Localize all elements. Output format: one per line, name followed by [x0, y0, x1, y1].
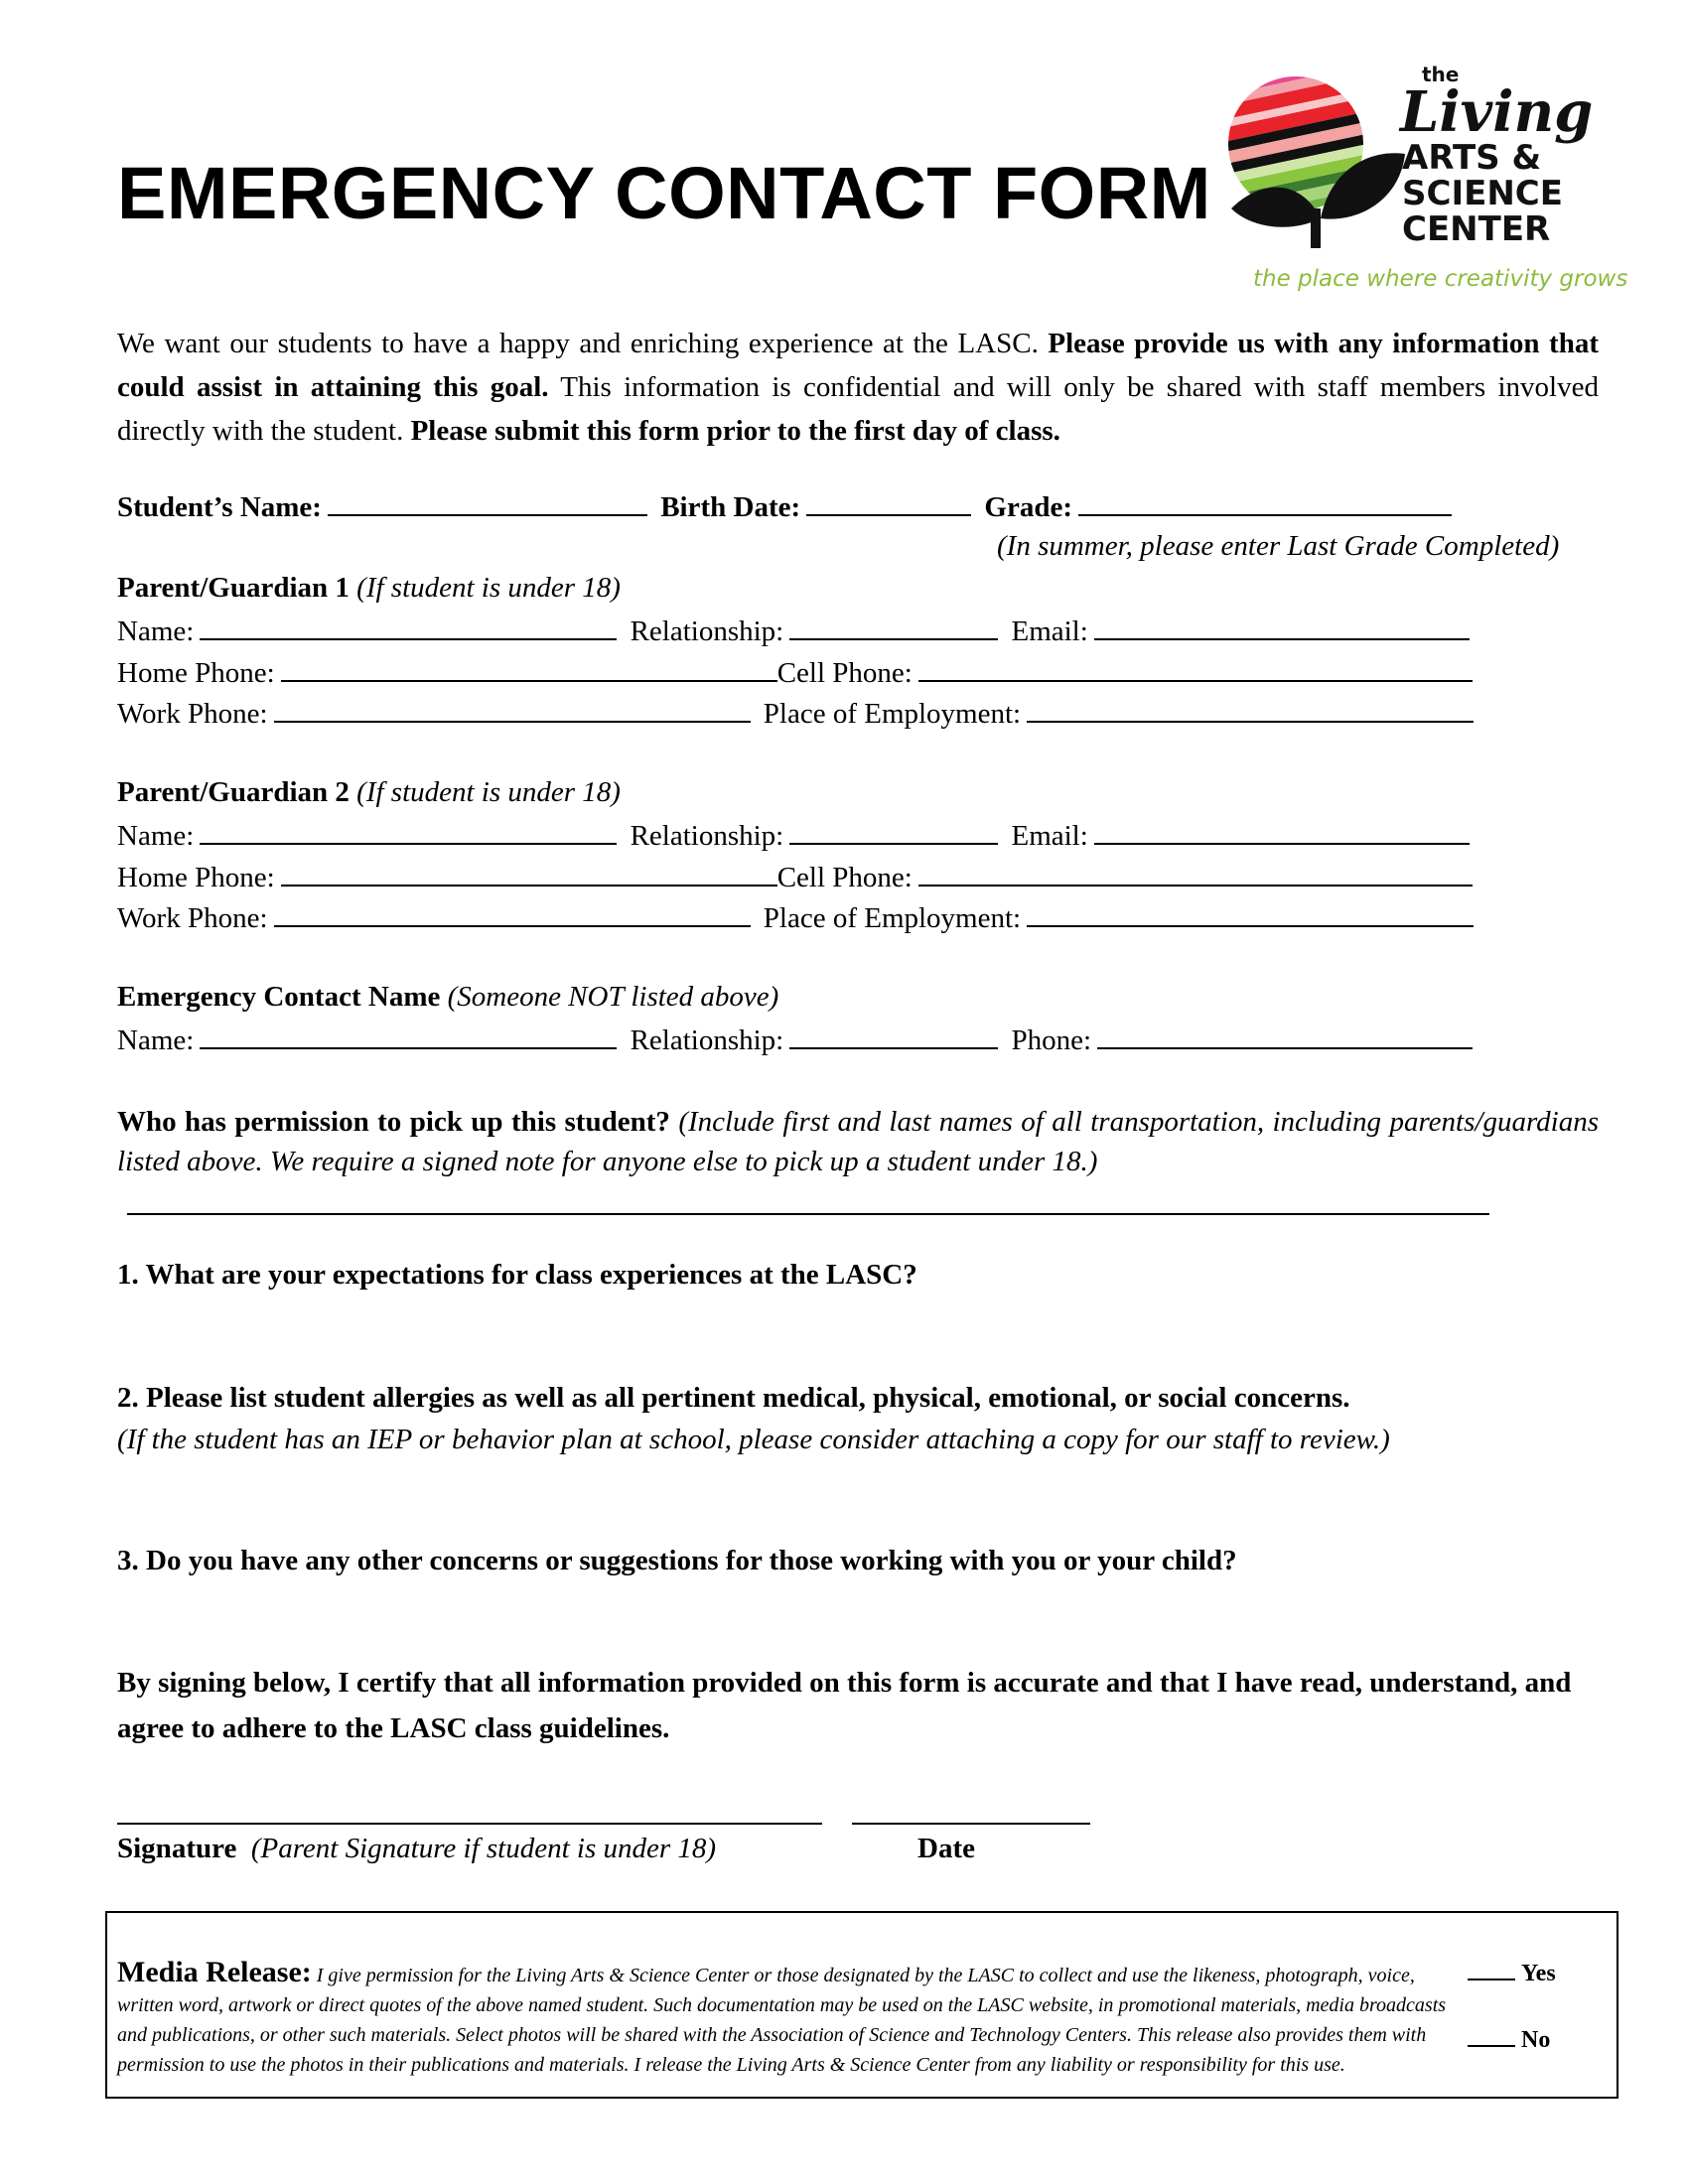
work-phone-label: Work Phone:	[117, 698, 268, 730]
emergency-title: Emergency Contact Name	[117, 981, 441, 1013]
pickup-title: Who has permission to pick up this student?	[117, 1106, 670, 1138]
birth-date-field[interactable]	[806, 488, 971, 516]
name-label: Name:	[117, 615, 195, 647]
guardian2-home-phone-field[interactable]	[281, 859, 777, 887]
page-title: EMERGENCY CONTACT FORM	[117, 152, 1211, 234]
name-label: Name:	[117, 820, 195, 852]
guardian1-note: (If student is under 18)	[356, 572, 621, 604]
birth-date-label: Birth Date:	[660, 491, 801, 523]
yes-label: Yes	[1521, 1961, 1556, 1986]
guardian1-title: Parent/Guardian 1	[117, 572, 350, 604]
emergency-phone-field[interactable]	[1097, 1022, 1473, 1049]
media-release-heading: Media Release:	[117, 1956, 312, 1988]
intro-paragraph	[117, 322, 1599, 453]
guardian2-title: Parent/Guardian 2	[117, 776, 350, 808]
guardian2-heading	[117, 776, 621, 809]
guardian2-row-3	[117, 899, 1479, 935]
guardian2-email-field[interactable]	[1094, 817, 1470, 845]
media-no-option[interactable]	[1468, 2027, 1550, 2054]
guardian1-relationship-field[interactable]	[789, 613, 998, 640]
question-2: 2. Please list student allergies as well as all pertinent medical, physical, emotional, or social concerns.	[117, 1382, 1350, 1414]
logo-arts: ARTS &	[1402, 138, 1542, 178]
cell-phone-label: Cell Phone:	[776, 657, 913, 689]
intro-part-1: We want our students to have a happy and enriching experience at the LASC.	[117, 328, 1049, 359]
cell-phone-label: Cell Phone:	[776, 862, 913, 893]
no-line[interactable]	[1468, 2027, 1515, 2047]
emergency-row	[117, 1022, 1478, 1057]
guardian2-cell-phone-field[interactable]	[918, 859, 1473, 887]
student-row	[117, 488, 1458, 524]
logo-science: SCIENCE	[1402, 174, 1563, 213]
guardian1-row-2	[117, 654, 1478, 690]
grade-field[interactable]	[1078, 488, 1452, 516]
intro-part-4: Please submit this form prior to the first day of class.	[410, 415, 1060, 447]
student-name-label: Student’s Name:	[117, 491, 322, 523]
date-field[interactable]	[852, 1823, 1090, 1825]
guardian1-work-phone-field[interactable]	[274, 695, 751, 723]
guardian1-name-field[interactable]	[200, 613, 617, 640]
grade-label: Grade:	[984, 491, 1072, 523]
guardian2-note: (If student is under 18)	[356, 776, 621, 808]
guardian1-row-3	[117, 695, 1479, 731]
guardian2-relationship-field[interactable]	[789, 817, 998, 845]
phone-label: Phone:	[1011, 1024, 1092, 1056]
question-2-note: (If the student has an IEP or behavior plan at school, please consider attaching a copy for our staff to review.)	[117, 1424, 1390, 1455]
name-label: Name:	[117, 1024, 195, 1056]
signature-note: (Parent Signature if student is under 18)	[250, 1833, 717, 1864]
logo-tagline: the place where creativity grows	[1253, 266, 1628, 292]
emergency-name-field[interactable]	[200, 1022, 617, 1049]
home-phone-label: Home Phone:	[117, 657, 275, 689]
date-label: Date	[917, 1833, 975, 1864]
guardian2-employment-field[interactable]	[1027, 899, 1474, 927]
media-yes-option[interactable]	[1468, 1961, 1556, 1987]
logo-living: Living	[1400, 79, 1594, 145]
guardian1-email-field[interactable]	[1094, 613, 1470, 640]
signature-label-row	[117, 1833, 716, 1865]
guardian2-row-2	[117, 859, 1478, 894]
grade-note: (In summer, please enter Last Grade Completed)	[997, 530, 1560, 562]
intro-part-3: This information is confidential and will only be shared with staff members involved directly with the student.	[117, 371, 1599, 447]
emergency-relationship-field[interactable]	[789, 1022, 998, 1049]
email-label: Email:	[1011, 820, 1088, 852]
logo-center: CENTER	[1402, 209, 1551, 249]
home-phone-label: Home Phone:	[117, 862, 275, 893]
media-release-text	[117, 1958, 1448, 2080]
employment-label: Place of Employment:	[763, 698, 1022, 730]
pickup-field[interactable]	[127, 1213, 1489, 1215]
guardian1-home-phone-field[interactable]	[281, 654, 777, 682]
email-label: Email:	[1011, 615, 1088, 647]
relationship-label: Relationship:	[630, 820, 784, 852]
signature-field[interactable]	[117, 1823, 822, 1825]
student-name-field[interactable]	[328, 488, 647, 516]
work-phone-label: Work Phone:	[117, 902, 268, 934]
guardian1-heading	[117, 572, 621, 605]
media-release-body: I give permission for the Living Arts & Science Center or those designated by the LASC to collect and use the likeness, photograph, voice, written word, artwork or direct quotes of the above named student. Such documentation may be used on the LASC website, in promotional materials, media broadcasts and publications, or other such materials. Select photos will be shared with the Association of Science and Technology Centers. This release also provides them with permission to use the photos in their publications and materials. I release the Living Arts & Science Center from any liability or responsibility for this use.	[117, 1965, 1447, 2076]
pickup-note: (Include first and last names of all transportation, including parents/guardians listed above. We require a signed note for anyone else to pick up a student under 18.)	[117, 1106, 1599, 1177]
yes-line[interactable]	[1468, 1961, 1515, 1980]
guardian1-row-1	[117, 613, 1476, 648]
emergency-note: (Someone NOT listed above)	[447, 981, 779, 1013]
signature-label: Signature	[117, 1833, 237, 1864]
question-3: 3. Do you have any other concerns or suggestions for those working with you or your child?	[117, 1545, 1237, 1576]
question-1: 1. What are your expectations for class experiences at the LASC?	[117, 1259, 917, 1291]
relationship-label: Relationship:	[630, 1024, 784, 1056]
guardian2-work-phone-field[interactable]	[274, 899, 751, 927]
certify-statement: By signing below, I certify that all information provided on this form is accurate and that I have read, understand, and agree to adhere to the LASC class guidelines.	[117, 1667, 1572, 1744]
logo-the: the	[1422, 63, 1460, 86]
intro-part-2: Please provide us with any information that could assist in attaining this goal.	[117, 328, 1599, 403]
guardian2-name-field[interactable]	[200, 817, 617, 845]
pickup-question	[117, 1102, 1599, 1181]
emergency-heading	[117, 981, 778, 1014]
relationship-label: Relationship:	[630, 615, 784, 647]
employment-label: Place of Employment:	[763, 902, 1022, 934]
guardian1-cell-phone-field[interactable]	[918, 654, 1473, 682]
guardian2-row-1	[117, 817, 1476, 853]
no-label: No	[1521, 2027, 1551, 2053]
guardian1-employment-field[interactable]	[1027, 695, 1474, 723]
